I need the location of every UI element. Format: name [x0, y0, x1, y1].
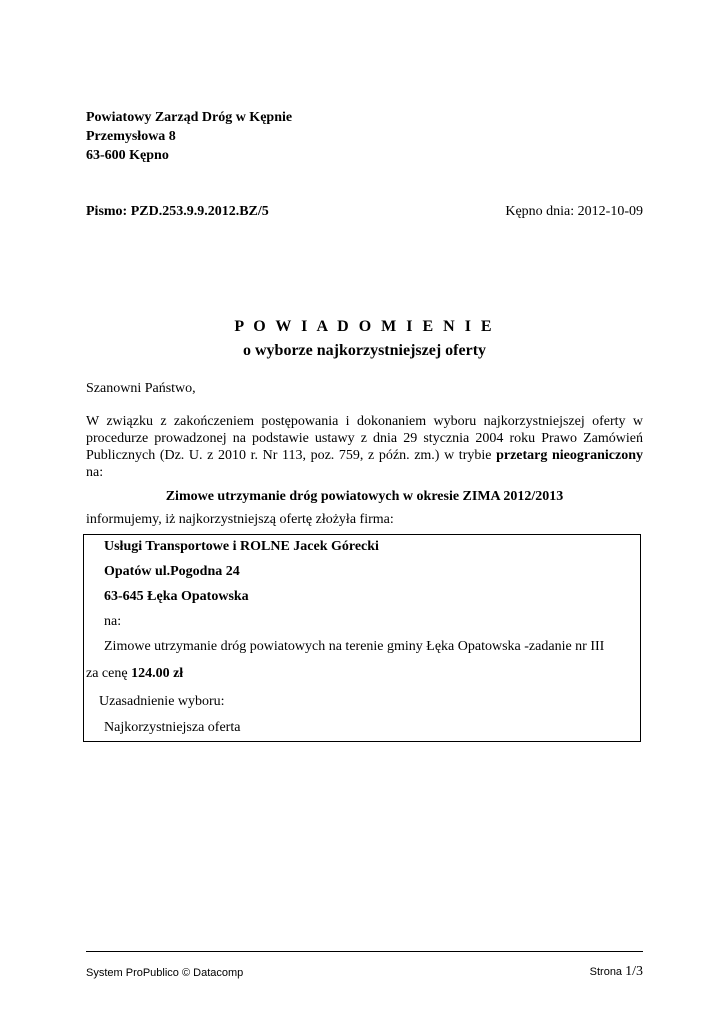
intro-suffix: na: — [86, 465, 104, 480]
sender-name: Powiatowy Zarząd Dróg w Kępnie — [86, 110, 293, 125]
page-number: 1/3 — [625, 964, 643, 979]
sender-city: 63-600 Kępno — [86, 148, 169, 163]
reference-line — [86, 203, 643, 221]
winner-price — [86, 665, 183, 682]
letter-number: Pismo: PZD.253.9.9.2012.BZ/5 — [86, 204, 269, 219]
winner-city: 63-645 Łęka Opatowska — [104, 589, 249, 604]
winner-box — [83, 534, 641, 742]
document-title: P O W I A D O M I E N I E — [234, 318, 495, 335]
winner-name: Usługi Transportowe i ROLNE Jacek Górecki — [104, 539, 379, 554]
justification-value: Najkorzystniejsza oferta — [104, 720, 241, 735]
page-label: Strona — [589, 966, 626, 978]
place-date: Kępno dnia: 2012-10-09 — [505, 204, 643, 219]
inform-text: informujemy, iż najkorzystniejszą ofertę złożyła firma: — [86, 512, 394, 527]
sender-address — [86, 109, 292, 166]
footer-divider — [86, 951, 643, 952]
intro-text: W związku z zakończeniem postępowania i dokonaniem wyboru najkorzystniejszej oferty w procedurze prowadzonej na podstawie ustawy z dnia 29 stycznia 2004 roku Prawo Zamówień Publicznych (Dz. U. z 2010 r. Nr 113, poz. 759, z późn. zm.) w trybie — [86, 414, 643, 463]
winner-street: Opatów ul.Pogodna 24 — [104, 564, 240, 579]
winner-na-label: na: — [104, 614, 122, 629]
winner-scope: Zimowe utrzymanie dróg powiatowych na terenie gminy Łęka Opatowska -zadanie nr III — [104, 639, 605, 654]
footer-system: System ProPublico © Datacomp — [86, 967, 244, 979]
price-value: 124.00 zł — [131, 666, 184, 681]
intro-paragraph — [86, 413, 643, 481]
sender-street: Przemysłowa 8 — [86, 129, 176, 144]
contract-subject: Zimowe utrzymanie dróg powiatowych w okresie ZIMA 2012/2013 — [165, 489, 564, 504]
justification-label: Uzasadnienie wyboru: — [99, 694, 225, 709]
procedure-mode: przetarg nieograniczony — [496, 448, 643, 463]
greeting: Szanowni Państwo, — [86, 381, 196, 396]
footer-page — [590, 963, 643, 981]
price-label: za cenę — [86, 666, 132, 681]
document-subtitle: o wyborze najkorzystniejszej oferty — [242, 342, 487, 359]
